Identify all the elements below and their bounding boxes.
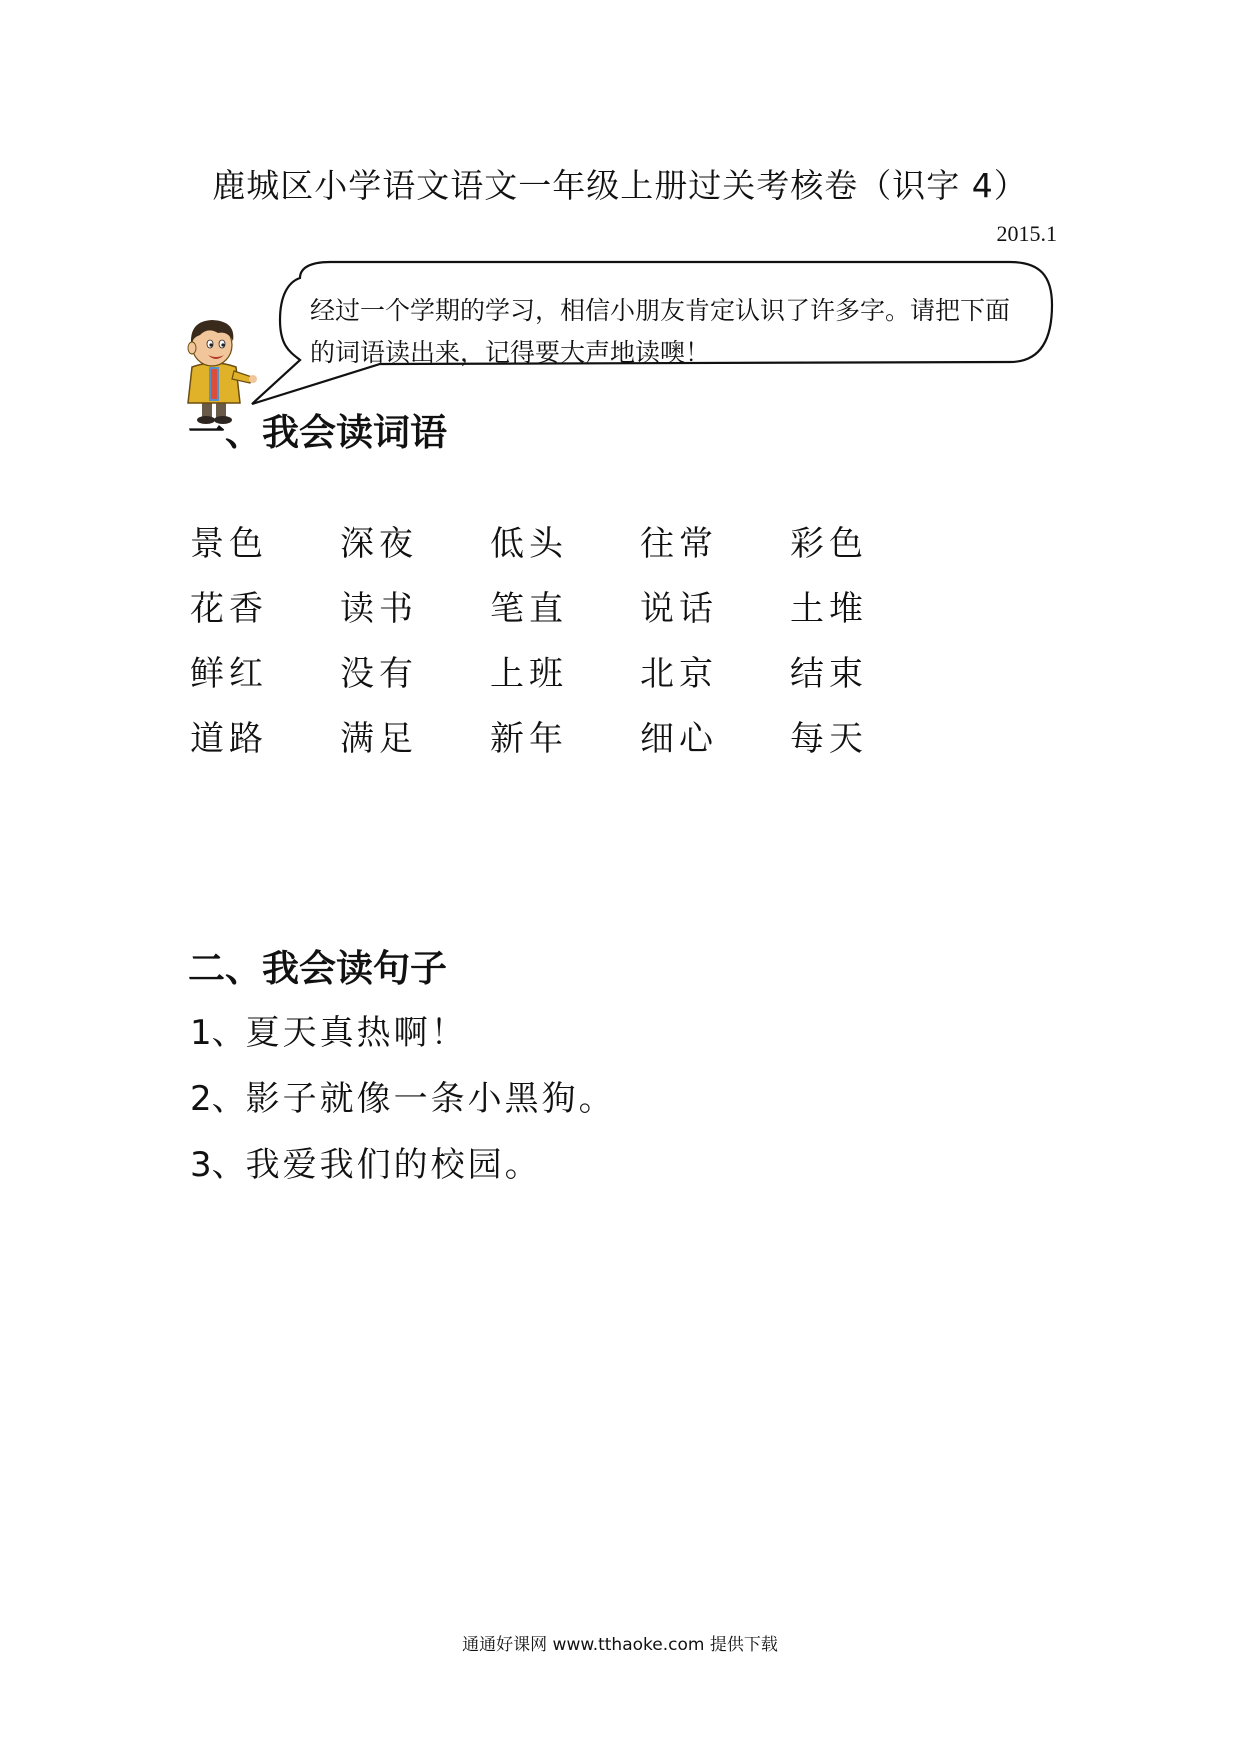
sentence-text: 影子就像一条小黑狗。 [245, 1079, 616, 1119]
sentence-text: 夏天真热啊！ [245, 1013, 468, 1053]
word-item: 低头 [490, 524, 568, 564]
word-item: 新年 [490, 719, 568, 759]
word-item: 说话 [640, 589, 718, 629]
word-item: 深夜 [340, 524, 418, 564]
word-item: 上班 [490, 654, 568, 694]
intro-line-2: 的词语读出来，记得要大声地读噢！ [310, 338, 711, 367]
word-grid [190, 516, 940, 776]
word-item: 读书 [340, 589, 418, 629]
exam-date: 2015.1 [996, 221, 1057, 246]
sentence-item [190, 1071, 616, 1137]
sentence-number: 2、 [190, 1079, 246, 1119]
word-item: 往常 [640, 524, 718, 564]
section-title-words: 一、我会读词语 [188, 411, 447, 454]
sentence-item [190, 1137, 616, 1203]
word-item: 细心 [640, 719, 718, 759]
sentence-list [190, 1005, 616, 1203]
word-item: 土堆 [790, 589, 868, 629]
word-item: 彩色 [790, 524, 868, 564]
page-title: 鹿城区小学语文语文一年级上册过关考核卷（识字 4） [212, 166, 1028, 205]
word-item: 道路 [190, 719, 268, 759]
word-item: 花香 [190, 589, 268, 629]
sentence-number: 1、 [190, 1013, 246, 1053]
word-item: 北京 [640, 654, 718, 694]
word-item: 景色 [190, 524, 268, 564]
sentence-item [190, 1005, 616, 1071]
section-title-sentences: 二、我会读句子 [188, 947, 447, 990]
word-item: 满足 [340, 719, 418, 759]
word-item: 结束 [790, 654, 868, 694]
word-item: 没有 [340, 654, 418, 694]
word-item: 每天 [790, 719, 868, 759]
footer-source: 通通好课网 www.tthaoke.com 提供下载 [462, 1635, 778, 1655]
word-item: 鲜红 [190, 654, 268, 694]
word-item: 笔直 [490, 589, 568, 629]
intro-line-1: 经过一个学期的学习，相信小朋友肯定认识了许多字。请把下面 [310, 296, 1011, 325]
sentence-number: 3、 [190, 1145, 246, 1185]
sentence-text: 我爱我们的校园。 [245, 1145, 542, 1185]
intro-text [310, 290, 1040, 374]
